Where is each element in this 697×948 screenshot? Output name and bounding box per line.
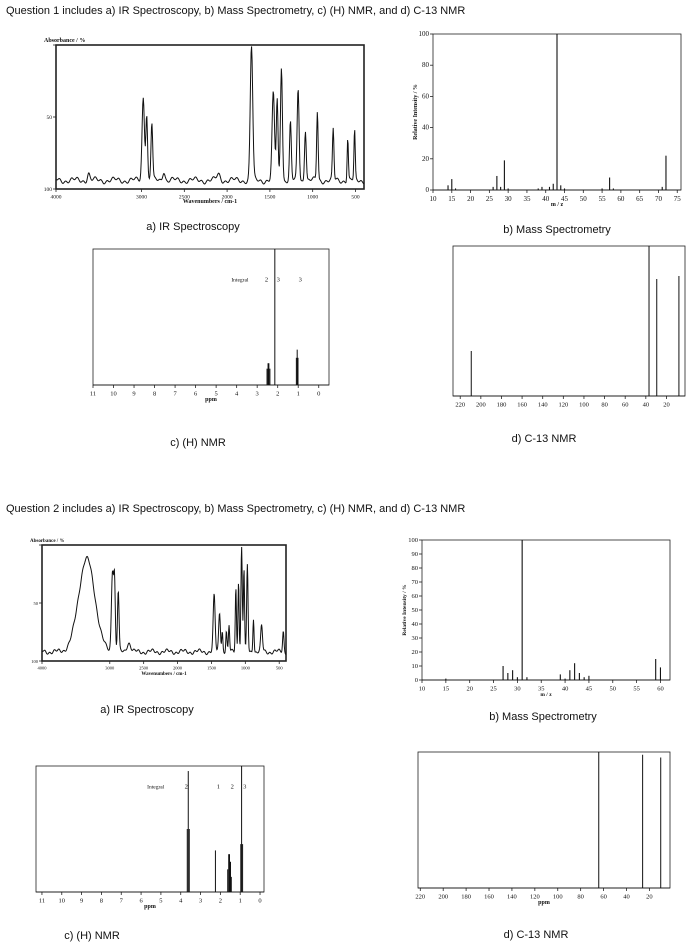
- x-tick-label: 35: [523, 195, 531, 203]
- x-tick-label: 180: [496, 401, 507, 409]
- x-tick-label: 2500: [139, 665, 149, 671]
- integral-value: 3: [243, 783, 247, 791]
- x-axis-label: Wavenumbers / cm-1: [182, 199, 238, 205]
- q1-ir-chart: [40, 37, 368, 205]
- x-tick-label: 140: [507, 893, 517, 901]
- q2-hnmr-caption: c) (H) NMR: [64, 930, 120, 942]
- x-tick-label: 45: [561, 195, 569, 203]
- x-tick-label: 100: [579, 401, 589, 409]
- x-tick-label: 4000: [37, 665, 47, 671]
- integral-value: 2: [264, 276, 269, 284]
- x-tick-label: 5: [214, 390, 218, 398]
- plot-frame: [453, 246, 685, 396]
- x-tick-label: 60: [621, 401, 629, 409]
- y-tick-label: 0: [414, 677, 418, 684]
- x-tick-label: 25: [490, 685, 497, 693]
- x-tick-label: 2000: [173, 665, 183, 671]
- x-tick-label: 65: [636, 195, 644, 203]
- x-tick-label: 25: [485, 195, 493, 203]
- x-tick-label: 30: [504, 195, 512, 203]
- x-tick-label: 15: [442, 685, 450, 693]
- question-2-title: Question 2 includes a) IR Spectroscopy, b) Mass Spectrometry, c) (H) NMR, and d) C-13 NMR: [6, 503, 466, 515]
- x-tick-label: 1: [238, 897, 242, 905]
- y-axis-label: Absorbance / %: [30, 539, 65, 544]
- y-tick-label: 10: [411, 663, 418, 670]
- x-axis-label: ppm: [144, 904, 156, 910]
- x-tick-label: 40: [542, 195, 550, 203]
- x-tick-label: 0: [317, 390, 321, 398]
- integral-value: 2: [230, 783, 234, 791]
- x-tick-label: 2000: [221, 194, 233, 201]
- y-tick-label: 60: [422, 92, 429, 101]
- x-tick-label: 9: [132, 390, 136, 398]
- x-tick-label: 60: [600, 893, 607, 901]
- q2-ms-caption: b) Mass Spectrometry: [489, 711, 597, 723]
- x-tick-label: 2500: [178, 194, 190, 201]
- x-tick-label: 0: [258, 897, 262, 905]
- x-tick-label: 7: [173, 390, 177, 398]
- x-tick-label: 220: [415, 893, 426, 901]
- x-tick-label: 1: [296, 390, 300, 398]
- integral-value: 1: [216, 783, 221, 791]
- x-axis-label: m / z: [540, 692, 552, 698]
- x-tick-label: 3000: [136, 194, 148, 201]
- x-tick-label: 140: [537, 401, 548, 409]
- q2-hnmr-chart: [30, 752, 266, 916]
- x-tick-label: 20: [663, 401, 670, 409]
- x-tick-label: 40: [623, 893, 630, 901]
- x-tick-label: 10: [110, 390, 117, 398]
- x-tick-label: 160: [517, 401, 527, 409]
- y-axis-label: Relative Intensity / %: [413, 84, 419, 140]
- x-tick-label: 15: [448, 195, 456, 203]
- q1-ms-caption: b) Mass Spectrometry: [503, 224, 611, 236]
- y-tick-label: 80: [411, 565, 418, 572]
- y-tick-label: 70: [411, 579, 418, 586]
- x-tick-label: 10: [418, 685, 426, 693]
- q1-cnmr-caption: d) C-13 NMR: [511, 433, 577, 445]
- x-tick-label: 5: [159, 897, 163, 905]
- x-tick-label: 180: [461, 893, 471, 901]
- q2-cnmr-chart: [412, 748, 672, 920]
- x-tick-label: 4: [235, 390, 239, 398]
- x-tick-label: 11: [38, 897, 46, 905]
- x-tick-label: 2: [276, 390, 280, 398]
- y-tick-label: 100: [43, 187, 52, 193]
- x-axis-label: Wavenumbers / cm-1: [141, 672, 187, 677]
- x-tick-label: 40: [642, 401, 650, 409]
- x-tick-label: 80: [601, 401, 608, 409]
- x-tick-label: 120: [529, 893, 540, 901]
- integral-value: 3: [298, 276, 302, 284]
- x-tick-label: 8: [99, 897, 104, 905]
- x-tick-label: 40: [561, 685, 569, 693]
- x-tick-label: 3: [255, 390, 259, 398]
- x-tick-label: 1500: [206, 665, 216, 671]
- x-tick-label: 1500: [264, 194, 276, 201]
- y-tick-label: 50: [411, 607, 418, 614]
- y-tick-label: 100: [418, 30, 429, 38]
- x-tick-label: 20: [466, 685, 473, 693]
- plot-frame: [418, 752, 670, 888]
- y-tick-label: 100: [31, 659, 38, 664]
- ir-spectrum-line: [56, 46, 364, 183]
- y-tick-label: 20: [411, 649, 418, 656]
- y-tick-label: 100: [408, 537, 418, 544]
- x-tick-label: 11: [89, 390, 97, 398]
- x-tick-label: 6: [193, 390, 198, 398]
- q2-ir-chart: [30, 539, 288, 677]
- x-tick-label: 160: [484, 893, 494, 901]
- q1-ir-caption: a) IR Spectroscopy: [146, 221, 240, 233]
- x-tick-label: 9: [79, 897, 84, 905]
- x-tick-label: 200: [475, 401, 486, 409]
- integral-value: 3: [276, 276, 280, 284]
- x-tick-label: 10: [58, 897, 66, 905]
- x-tick-label: 70: [654, 195, 662, 203]
- x-axis-label: ppm: [538, 900, 550, 906]
- y-axis-label: Absorbance / %: [44, 38, 86, 44]
- y-tick-label: 80: [422, 61, 429, 70]
- q2-ir-caption: a) IR Spectroscopy: [100, 704, 194, 716]
- plot-frame: [42, 545, 286, 661]
- x-tick-label: 500: [275, 665, 283, 671]
- q2-cnmr-caption: d) C-13 NMR: [503, 929, 569, 941]
- x-tick-label: 75: [673, 195, 681, 203]
- x-tick-label: 10: [429, 195, 437, 203]
- x-tick-label: 20: [646, 893, 653, 901]
- x-tick-label: 4000: [50, 194, 62, 201]
- x-tick-label: 8: [152, 390, 157, 398]
- plot-frame: [422, 540, 670, 680]
- y-tick-label: 50: [33, 601, 38, 606]
- x-tick-label: 100: [552, 893, 563, 901]
- x-tick-label: 3000: [105, 665, 115, 671]
- y-tick-label: 0: [425, 186, 429, 194]
- q2-ms-chart: [398, 536, 672, 696]
- x-tick-label: 55: [598, 195, 606, 203]
- ir-spectrum-line: [42, 547, 286, 655]
- y-axis-label: Relative Intensity / %: [402, 584, 408, 636]
- x-tick-label: 1000: [307, 194, 319, 201]
- y-tick-label: 40: [422, 123, 429, 132]
- x-axis-label: ppm: [205, 397, 217, 403]
- integral-label: Integral: [147, 784, 165, 791]
- x-tick-label: 60: [657, 685, 664, 693]
- q1-ms-chart: [405, 30, 689, 206]
- y-tick-label: 30: [411, 635, 418, 642]
- plot-frame: [93, 249, 329, 385]
- integral-label: Integral: [231, 277, 249, 284]
- integral-value: 2: [184, 783, 188, 791]
- x-tick-label: 200: [438, 893, 449, 901]
- x-tick-label: 35: [537, 685, 545, 693]
- x-tick-label: 500: [351, 194, 360, 201]
- x-tick-label: 30: [514, 685, 521, 693]
- x-tick-label: 50: [579, 195, 587, 203]
- q1-cnmr-chart: [447, 242, 687, 415]
- x-tick-label: 1000: [240, 665, 250, 671]
- q1-hnmr-caption: c) (H) NMR: [170, 437, 226, 449]
- x-tick-label: 50: [609, 685, 617, 693]
- x-axis-label: m / z: [550, 202, 564, 208]
- x-tick-label: 55: [633, 685, 640, 693]
- x-tick-label: 6: [139, 897, 143, 905]
- x-tick-label: 4: [179, 897, 183, 905]
- x-tick-label: 7: [119, 897, 123, 905]
- x-tick-label: 2: [218, 897, 223, 905]
- y-tick-label: 50: [46, 115, 52, 121]
- x-tick-label: 80: [577, 893, 584, 901]
- question-1-title: Question 1 includes a) IR Spectroscopy, b) Mass Spectrometry, c) (H) NMR, and d) C-13 NMR: [6, 5, 466, 17]
- x-tick-label: 45: [585, 685, 593, 693]
- x-tick-label: 60: [617, 195, 625, 203]
- y-tick-label: 90: [411, 551, 418, 558]
- y-tick-label: 20: [422, 154, 429, 163]
- y-tick-label: 40: [411, 621, 418, 628]
- x-tick-label: 220: [455, 401, 466, 409]
- y-tick-label: 60: [411, 593, 418, 600]
- x-tick-label: 120: [558, 401, 569, 409]
- q1-hnmr-chart: [87, 243, 331, 418]
- x-tick-label: 20: [467, 195, 475, 203]
- x-tick-label: 3: [198, 897, 203, 905]
